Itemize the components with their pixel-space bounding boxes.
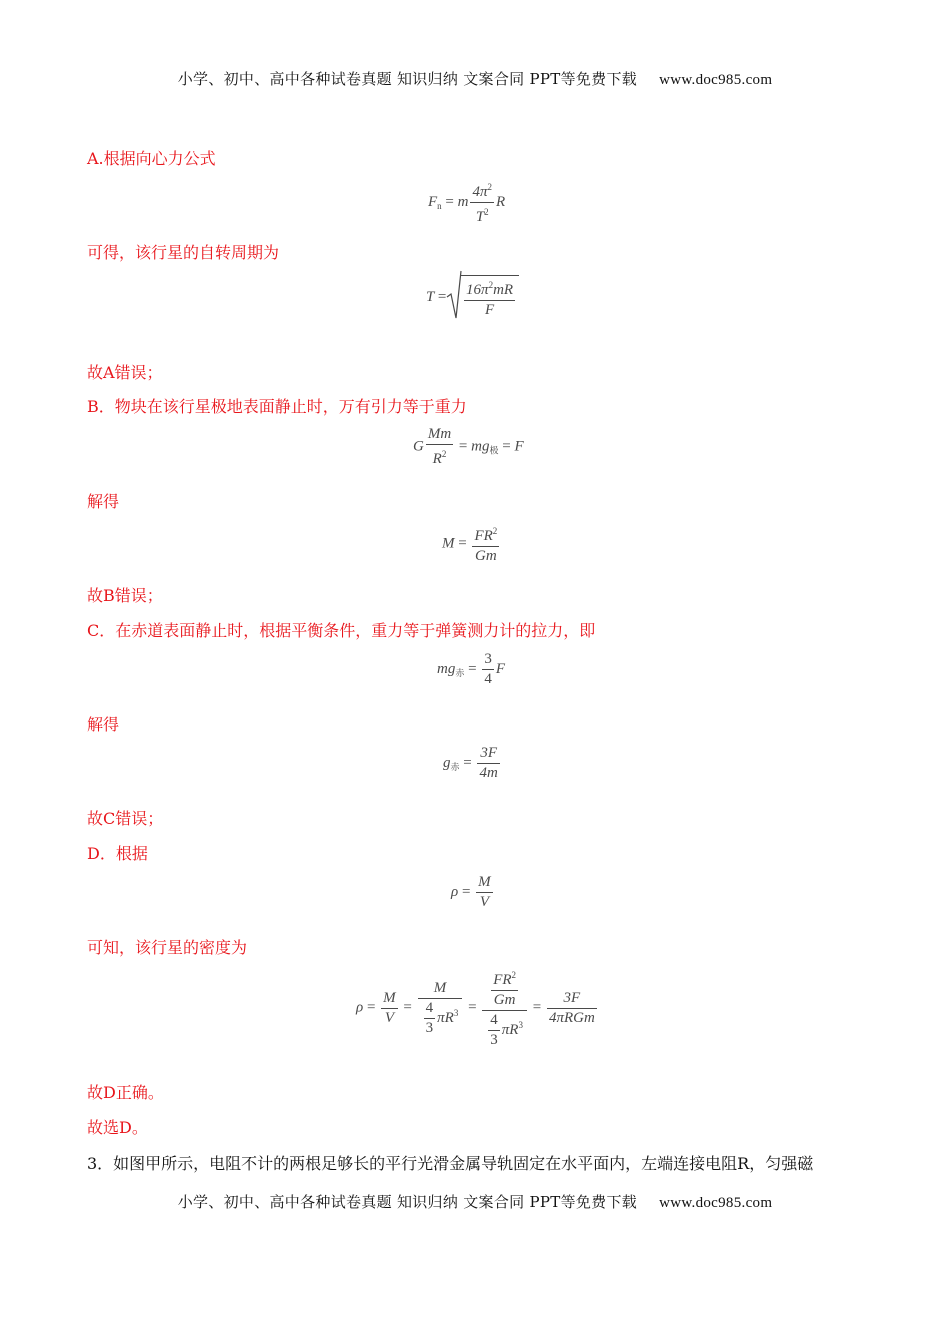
page-header: [0, 68, 950, 89]
equation-equator-gravity: $g_赤$ = $\frac{3F}{4m}$: [443, 745, 498, 781]
option-d-intro: D．根据: [87, 844, 148, 863]
equation-mass: M = $\frac{FR^2}{Gm}$: [442, 522, 501, 566]
option-a-wrong: 故A错误；: [87, 363, 163, 382]
option-b-wrong: 故B错误；: [87, 586, 163, 605]
option-c-wrong: 故C错误；: [87, 809, 164, 828]
page-footer: [0, 1191, 950, 1212]
footer-text: 小学、初中、高中各种试卷真题 知识归纳 文案合同 PPT等免费下载: [177, 1193, 638, 1211]
header-text: 小学、初中、高中各种试卷真题 知识归纳 文案合同 PPT等免费下载: [177, 70, 638, 88]
answer-choice: 故选D。: [87, 1118, 148, 1137]
option-a-then: 可得，该行星的自转周期为: [87, 243, 280, 262]
equation-density-derivation: ρ = $\frac{M}{V}$ = M $\frac{4}{3}$ $\pi R^3$ = $\frac{FR^2}{Gm}$ $\frac{4}{3}$ $\pi R^3$ = $\frac{3F}{\text{4πRGm}}$: [356, 966, 599, 1050]
option-b-solve: 解得: [87, 492, 120, 511]
option-d-then: 可知，该行星的密度为: [87, 938, 248, 957]
header-site-link[interactable]: www.doc985.com: [659, 72, 773, 88]
equation-centripetal-force: $F_n = m$ $\frac{4\pi^2}{T^2}$ R: [428, 178, 505, 227]
equation-equator-balance: $mg_赤$ = $\frac{3}{4}$ F: [437, 651, 505, 687]
equation-density-definition: ρ = $\frac{M}{V}$: [451, 874, 491, 910]
option-b-intro: B．物块在该行星极地表面静止时，万有引力等于重力: [87, 397, 467, 416]
equation-rotation-period: T = $\frac{16\pi^2mR}{F}$: [426, 275, 519, 320]
option-c-intro: C．在赤道表面静止时，根据平衡条件，重力等于弹簧测力计的拉力，即: [87, 621, 596, 640]
option-a-intro: A.根据向心力公式: [87, 149, 216, 168]
footer-site-link[interactable]: www.doc985.com: [659, 1195, 773, 1211]
option-c-solve: 解得: [87, 715, 120, 734]
equation-gravity-balance: G $\frac{Mm}{R^2}$ = $mg_极 = F$: [413, 426, 524, 467]
question-3-text: 3．如图甲所示，电阻不计的两根足够长的平行光滑金属导轨固定在水平面内，左端连接电阻R，匀强磁: [87, 1154, 814, 1173]
option-d-correct: 故D正确。: [87, 1083, 164, 1102]
